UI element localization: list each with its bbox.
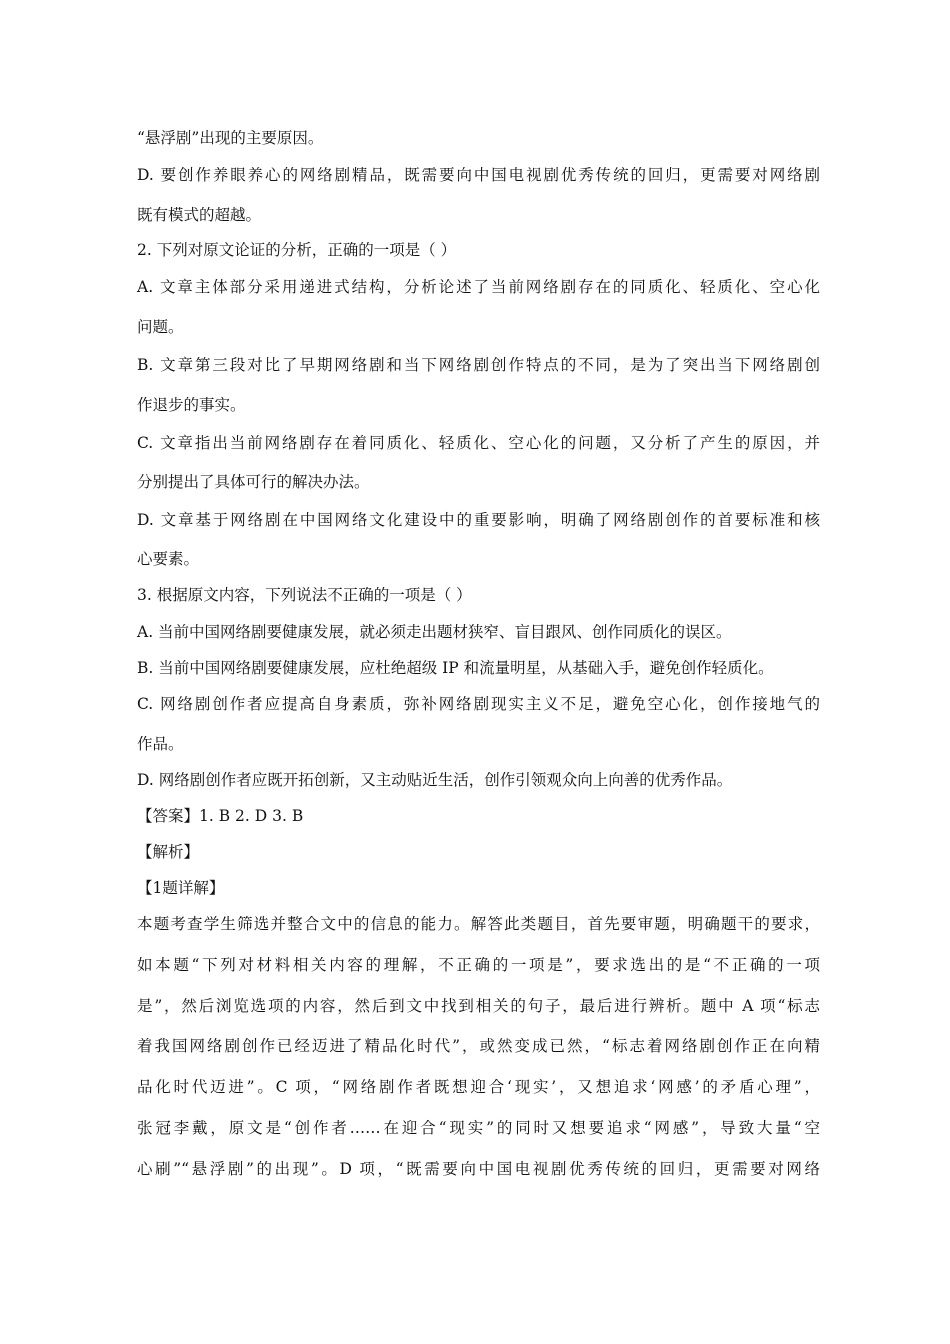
text-line: 心刷”“悬浮剧”的出现”。D 项，“既需要向中国电视剧优秀传统的回归，更需要对网络	[137, 1160, 820, 1178]
question-2-stem: 2. 下列对原文论证的分析，正确的一项是（ ）	[137, 241, 457, 259]
text-line: D. 网络剧创作者应既开拓创新，又主动贴近生活，创作引领观众向上向善的优秀作品。	[137, 771, 733, 789]
text-line: A. 文章主体部分采用递进式结构，分析论述了当前网络剧存在的同质化、轻质化、空心化	[137, 278, 820, 296]
text-line: 张冠李戴，原文是“创作者……在迎合“现实”的同时又想要追求“网感”，导致大量“空	[137, 1119, 820, 1137]
text-line: A. 当前中国网络剧要健康发展，就必须走出题材狭窄、盲目跟风、创作同质化的误区。	[137, 623, 732, 641]
text-line: 是”，然后浏览选项的内容，然后到文中找到相关的句子，最后进行辨析。题中 A 项“标志	[137, 997, 820, 1015]
text-line: 心要素。	[137, 550, 200, 568]
text-line: 如本题“下列对材料相关内容的理解，不正确的一项是”，要求选出的是“不正确的一项	[137, 956, 820, 974]
text-line: “悬浮剧”出现的主要原因。	[137, 129, 324, 147]
text-line: 品化时代迈进”。C 项，“网络剧作者既想迎合‘现实’，又想追求‘网感’的矛盾心理”，	[137, 1078, 820, 1096]
text-line: B. 当前中国网络剧要健康发展，应杜绝超级 IP 和流量明星，从基础入手，避免创作轻质化。	[137, 659, 774, 677]
text-line: C. 文章指出当前网络剧存在着同质化、轻质化、空心化的问题，又分析了产生的原因，并	[137, 434, 820, 452]
text-line: B. 文章第三段对比了早期网络剧和当下网络剧创作特点的不同，是为了突出当下网络剧创	[137, 356, 820, 374]
text-line: 着我国网络剧创作已经迈进了精品化时代”，或然变成已然，“标志着网络剧创作正在向精	[137, 1037, 820, 1055]
text-line: 作退步的事实。	[137, 396, 246, 414]
text-line: 问题。	[137, 318, 184, 336]
question-3-stem: 3. 根据原文内容，下列说法不正确的一项是（ ）	[137, 586, 472, 604]
answer-line: 【答案】1. B 2. D 3. B	[137, 807, 304, 825]
text-line: 既有模式的超越。	[137, 206, 262, 224]
analysis-heading: 【解析】	[137, 843, 200, 861]
text-line: 作品。	[137, 735, 184, 753]
text-line: D. 要创作养眼养心的网络剧精品，既需要向中国电视剧优秀传统的回归，更需要对网络剧	[137, 166, 820, 184]
text-line: 本题考查学生筛选并整合文中的信息的能力。解答此类题目，首先要审题，明确题干的要求，	[137, 915, 820, 933]
text-line: C. 网络剧创作者应提高自身素质，弥补网络剧现实主义不足，避免空心化，创作接地气的	[137, 695, 820, 713]
subsection-heading: 【1题详解】	[137, 879, 225, 897]
text-line: D. 文章基于网络剧在中国网络文化建设中的重要影响，明确了网络剧创作的首要标准和核	[137, 511, 820, 529]
text-line: 分别提出了具体可行的解决办法。	[137, 473, 370, 491]
